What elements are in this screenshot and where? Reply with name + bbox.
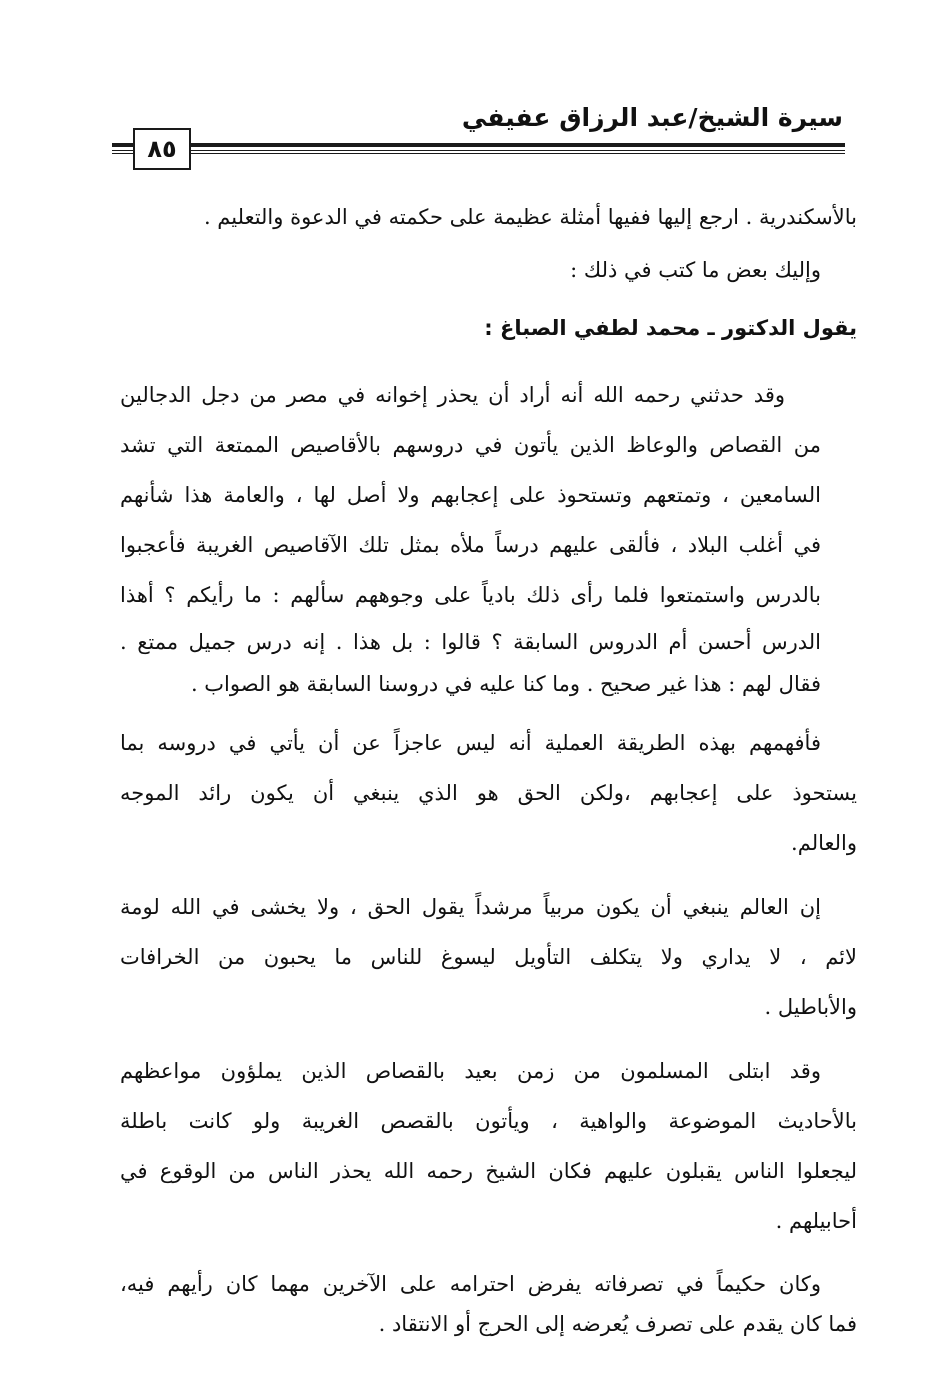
header-rule-thin-lower	[112, 153, 845, 154]
paragraph	[120, 882, 857, 1032]
text-line: من القصاص والوعاظ الذين يأتون في دروسهم بالأقاصيص الممتعة التي تشد	[120, 433, 821, 457]
text-line: والعالم.	[791, 831, 857, 855]
text-line: وإليك بعض ما كتب في ذلك :	[570, 258, 821, 282]
section-heading	[120, 298, 857, 358]
running-title: سيرة الشيخ/عبد الرزاق عفيفي	[461, 103, 843, 132]
header-rule-thin	[112, 150, 845, 151]
heading-text: يقول الدكتور ـ محمد لطفي الصباغ :	[484, 316, 857, 340]
text-line: ليجعلوا الناس يقبلون عليهم فكان الشيخ رحمه الله يحذر الناس من الوقوع في	[120, 1159, 857, 1183]
text-line: إن العالم ينبغي أن يكون مربياً مرشداً يقول الحق ، ولا يخشى في الله لومة	[120, 895, 821, 919]
text-line: وقد حدثني رحمه الله أنه أراد أن يحذر إخوانه في مصر من دجل الدجالين	[120, 383, 785, 407]
paragraph	[120, 370, 857, 704]
paragraph	[120, 1264, 857, 1344]
text-line: بالأحاديث الموضوعة والواهية ، ويأتون بالقصص الغريبة ولو كانت باطلة	[120, 1109, 857, 1133]
page-number: ٨٥	[133, 128, 191, 170]
text-line: فما كان يقدم على تصرف يُعرضه إلى الحرج أو الانتقاد .	[378, 1312, 857, 1336]
text-line: لائم ، لا يداري ولا يتكلف التأويل ليسوغ للناس ما يحبون من الخرافات	[120, 945, 857, 969]
text-line: وكان حكيماً في تصرفاته يفرض احترامه على الآخرين مهما كان رأيهم فيه،	[120, 1272, 821, 1296]
paragraph	[120, 1046, 857, 1246]
text-line: يستحوذ على إعجابهم ،ولكن الحق هو الذي ينبغي أن يكون رائد الموجه	[120, 781, 857, 805]
paragraph	[120, 242, 857, 298]
text-line: والأباطيل .	[764, 995, 857, 1019]
text-line: الدرس أحسن أم الدروس السابقة ؟ قالوا : بل هذا . إنه درس جميل ممتع .	[120, 630, 821, 654]
text-line: أحابيلهم .	[775, 1209, 857, 1233]
text-line: في أغلب البلاد ، فألقى عليهم درساً ملأه بمثل تلك الآقاصيص الغريبة فأعجبوا	[120, 533, 821, 557]
text-line: بالأسكندرية . ارجع إليها ففيها أمثلة عظيمة على حكمته في الدعوة والتعليم .	[203, 205, 857, 229]
text-line: بالدرس واستمتعوا فلما رأى ذلك بادياً على وجوههم سألهم : ما رأيكم ؟ أهذا	[120, 583, 821, 607]
paragraph	[120, 718, 857, 868]
text-line: وقد ابتلى المسلمون من زمن بعيد بالقصاص الذين يملؤون مواعظهم	[120, 1059, 821, 1083]
text-line: فأفهمهم بهذه الطريقة العملية أنه ليس عاجزاً عن أن يأتي في دروسه بما	[120, 731, 821, 755]
body-text	[120, 192, 857, 1344]
header-rule-thick	[112, 143, 845, 147]
text-line: السامعين ، وتمتعهم وتستحوذ على إعجابهم ولا أصل لها ، والعامة هذا شأنهم	[120, 483, 821, 507]
text-line: فقال لهم : هذا غير صحيح . وما كنا عليه في دروسنا السابقة هو الصواب .	[190, 672, 821, 696]
paragraph	[120, 192, 857, 242]
